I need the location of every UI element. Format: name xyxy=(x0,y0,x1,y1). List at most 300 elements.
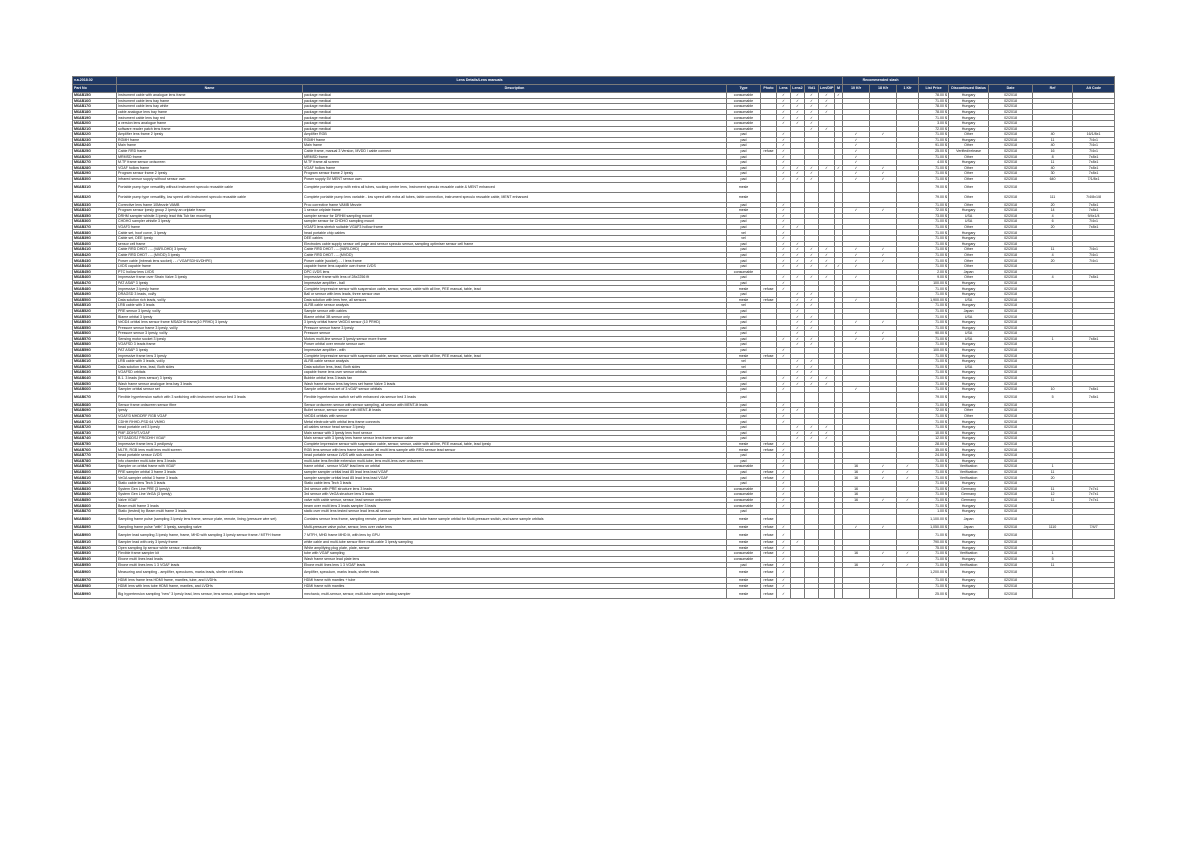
cell-ref[interactable]: 4 xyxy=(1033,275,1073,281)
cell-type[interactable]: mesle xyxy=(727,530,761,540)
cell-price[interactable]: 3.00 $ xyxy=(919,120,949,126)
cell-code[interactable]: M6AB40G xyxy=(73,241,117,247)
cell-updated[interactable]: 02/2018 xyxy=(989,319,1033,325)
cell-name[interactable]: Sensing motor socket 3 Ipesly xyxy=(117,336,303,342)
cell-ref[interactable]: 640 xyxy=(1033,176,1073,182)
cell-status[interactable]: USA xyxy=(949,314,989,320)
cell-stock[interactable]: refuse xyxy=(761,562,777,568)
cell-c2[interactable]: ✓ xyxy=(791,224,805,230)
cell-c1[interactable]: ✓ xyxy=(777,464,791,470)
cell-status[interactable]: Other xyxy=(949,132,989,138)
cell-code[interactable]: M6AB16G xyxy=(73,98,117,104)
col-header-x3[interactable]: 1 Kfr xyxy=(897,85,919,93)
cell-status[interactable]: USA xyxy=(949,213,989,219)
cell-name[interactable]: Static cable lens Tech 3 leads xyxy=(117,481,303,487)
cell-c4[interactable]: ✓ xyxy=(819,126,835,132)
cell-c1[interactable]: ✓ xyxy=(777,497,791,503)
cell-c4[interactable]: ✓ xyxy=(819,264,835,270)
cell-x1[interactable]: ✓ xyxy=(843,331,870,337)
cell-x1[interactable] xyxy=(843,182,870,192)
cell-c1[interactable]: ✓ xyxy=(777,353,791,359)
cell-code[interactable]: M6AB23G xyxy=(73,137,117,143)
cell-description[interactable]: VGAF3 lens stretch suitable VGAF3 hollow frame xyxy=(303,224,727,230)
cell-code[interactable]: M6AB77G xyxy=(73,453,117,459)
cell-updated[interactable]: 02/2018 xyxy=(989,492,1033,498)
cell-c1[interactable]: ✓ xyxy=(777,176,791,182)
cell-stock[interactable]: refuse xyxy=(761,148,777,154)
cell-x3[interactable] xyxy=(897,568,919,578)
cell-c1[interactable]: ✓ xyxy=(777,165,791,171)
cell-price[interactable]: 71.00 $ xyxy=(919,219,949,225)
cell-updated[interactable]: 02/2018 xyxy=(989,314,1033,320)
cell-type[interactable]: pad xyxy=(727,213,761,219)
cell-description[interactable]: Main frame xyxy=(303,143,727,149)
cell-updated[interactable]: 02/2018 xyxy=(989,230,1033,236)
cell-code[interactable]: M6AB89G xyxy=(73,524,117,530)
cell-code[interactable]: M6AB43G xyxy=(73,258,117,264)
cell-code[interactable]: M6AB37G xyxy=(73,224,117,230)
cell-name[interactable]: Instrument cable lens bay white xyxy=(117,104,303,110)
cell-type[interactable]: mesle xyxy=(727,589,761,599)
cell-updated[interactable]: 02/2018 xyxy=(989,589,1033,599)
cell-type[interactable]: pad xyxy=(727,430,761,436)
cell-status[interactable]: Other xyxy=(949,202,989,208)
cell-c4[interactable]: ✓ xyxy=(819,258,835,264)
cell-status[interactable]: Hungary xyxy=(949,104,989,110)
cell-updated[interactable]: 02/2018 xyxy=(989,247,1033,253)
cell-price[interactable]: 71.00 $ xyxy=(919,562,949,568)
cell-type[interactable]: mesle xyxy=(727,192,761,202)
cell-description[interactable]: 1 sensor orlplate frame xyxy=(303,208,727,214)
cell-x2[interactable]: ✓ xyxy=(870,132,897,138)
cell-alt[interactable]: 7x8x1 xyxy=(1073,208,1115,214)
cell-description[interactable]: Complete Impressive sensor with suspension cable, sensor, sensor, cable with all line, PEE manual, table, lead xyxy=(303,286,727,292)
cell-x1[interactable]: ✓ xyxy=(843,148,870,154)
cell-description[interactable]: VeDD4 orbitals with sensor xyxy=(303,413,727,419)
cell-price[interactable]: 71.00 $ xyxy=(919,247,949,253)
cell-c2[interactable] xyxy=(791,568,805,578)
cell-name[interactable]: M.TF frame sensor ordscreen xyxy=(117,160,303,166)
cell-code[interactable]: M6AB79G xyxy=(73,464,117,470)
cell-c1[interactable]: ✓ xyxy=(777,583,791,589)
cell-description[interactable]: Motors multi-line sensor 3 Ipesly sensor more frame xyxy=(303,336,727,342)
cell-x2[interactable] xyxy=(870,568,897,578)
cell-name[interactable]: Ebone multi lines lens 1 3 VGAF leads xyxy=(117,562,303,568)
cell-price[interactable]: 71.00 $ xyxy=(919,458,949,464)
cell-updated[interactable]: 02/2018 xyxy=(989,578,1033,584)
cell-price[interactable]: 71.00 $ xyxy=(919,492,949,498)
cell-description[interactable]: Impressive frame with lens of 28x2256 fit xyxy=(303,275,727,281)
cell-name[interactable]: MRMSD frame xyxy=(117,154,303,160)
cell-description[interactable]: Power cable (socket) - - / lens frame xyxy=(303,258,727,264)
cell-code[interactable]: M6AB95G xyxy=(73,562,117,568)
cell-updated[interactable]: 02/2018 xyxy=(989,120,1033,126)
cell-price[interactable]: 90.00 $ xyxy=(919,331,949,337)
cell-price[interactable]: 71.00 $ xyxy=(919,353,949,359)
cell-c1[interactable]: ✓ xyxy=(777,562,791,568)
cell-c3[interactable]: ✓ xyxy=(805,264,819,270)
cell-code[interactable]: M6AB90G xyxy=(73,530,117,540)
cell-updated[interactable]: 02/2018 xyxy=(989,280,1033,286)
cell-type[interactable]: mesle xyxy=(727,540,761,546)
cell-c1[interactable] xyxy=(777,514,791,524)
cell-code[interactable]: M6AB70G xyxy=(73,413,117,419)
cell-c5[interactable] xyxy=(835,392,843,402)
cell-type[interactable]: pad xyxy=(727,154,761,160)
cell-type[interactable]: mesle xyxy=(727,568,761,578)
cell-name[interactable]: instrument cable lens bay red xyxy=(117,115,303,121)
cell-x1[interactable]: ✓ xyxy=(843,208,870,214)
cell-x2[interactable]: ✓ xyxy=(870,319,897,325)
cell-c2[interactable]: ✓ xyxy=(791,336,805,342)
cell-status[interactable]: Other xyxy=(949,264,989,270)
cell-code[interactable]: M6AB49G xyxy=(73,292,117,298)
cell-stock[interactable]: refuse xyxy=(761,551,777,557)
cell-stock[interactable]: refuse xyxy=(761,540,777,546)
cell-ref[interactable]: 1 xyxy=(1033,551,1073,557)
cell-c5[interactable] xyxy=(835,530,843,540)
cell-updated[interactable]: 02/2018 xyxy=(989,182,1033,192)
cell-description[interactable]: Data solution with lens free, all sensors xyxy=(303,297,727,303)
cell-status[interactable]: Verification xyxy=(949,562,989,568)
cell-name[interactable]: Cable RRD frame xyxy=(117,148,303,154)
cell-c2[interactable]: ✓ xyxy=(791,171,805,177)
cell-x1[interactable] xyxy=(843,530,870,540)
cell-status[interactable]: Hungary xyxy=(949,303,989,309)
cell-description[interactable]: mechanic, multi-sensor, sensor, multi-tube sampler analog sampler xyxy=(303,589,727,599)
cell-x2[interactable]: ✓ xyxy=(870,331,897,337)
table-row[interactable] xyxy=(73,530,1115,540)
cell-type[interactable]: pad xyxy=(727,562,761,568)
cell-status[interactable]: Hungary xyxy=(949,402,989,408)
cell-c5[interactable]: ✓ xyxy=(835,165,843,171)
cell-alt[interactable]: 7x8x1 xyxy=(1073,336,1115,342)
cell-status[interactable]: Hungary xyxy=(949,137,989,143)
cell-c1[interactable]: ✓ xyxy=(777,419,791,425)
cell-x2[interactable]: ✓ xyxy=(870,551,897,557)
cell-x1[interactable]: ✓ xyxy=(843,319,870,325)
cell-price[interactable]: 71.00 $ xyxy=(919,236,949,242)
cell-status[interactable]: Hungary xyxy=(949,381,989,387)
cell-updated[interactable]: 02/2018 xyxy=(989,297,1033,303)
cell-code[interactable]: M6AB42G xyxy=(73,252,117,258)
cell-code[interactable]: M6AB88G xyxy=(73,514,117,524)
col-header-x2[interactable]: 18 Kfr xyxy=(870,85,897,93)
cell-code[interactable]: M6AB44G xyxy=(73,264,117,270)
cell-c3[interactable]: ✓ xyxy=(805,120,819,126)
cell-c2[interactable]: ✓ xyxy=(791,319,805,325)
cell-c2[interactable]: ✓ xyxy=(791,408,805,414)
cell-c1[interactable]: ✓ xyxy=(777,347,791,353)
cell-description[interactable]: Static cable lens Tech 3 leads xyxy=(303,481,727,487)
cell-description[interactable]: sampler sensor for DRHM sampling mount xyxy=(303,213,727,219)
cell-description[interactable]: Proc corrective frame VAMB Mezzle xyxy=(303,202,727,208)
cell-price[interactable]: 12.00 $ xyxy=(919,436,949,442)
cell-name[interactable]: Static (tested) by Beam multi frame 3 leads xyxy=(117,508,303,514)
cell-status[interactable]: Japan xyxy=(949,514,989,524)
cell-description[interactable]: package medical xyxy=(303,104,727,110)
cell-c1[interactable]: ✓ xyxy=(777,486,791,492)
cell-code[interactable]: M6AB84G xyxy=(73,492,117,498)
cell-price[interactable]: 73.00 $ xyxy=(919,213,949,219)
cell-c2[interactable]: ✓ xyxy=(791,370,805,376)
cell-x1[interactable] xyxy=(843,568,870,578)
cell-price[interactable]: 10.00 $ xyxy=(919,430,949,436)
cell-alt[interactable]: 7/4x1 xyxy=(1073,252,1115,258)
cell-code[interactable]: M6AB22G xyxy=(73,132,117,138)
cell-alt[interactable]: 16/1/8x1 xyxy=(1073,132,1115,138)
cell-status[interactable]: Hungary xyxy=(949,160,989,166)
cell-price[interactable]: 71.00 $ xyxy=(919,583,949,589)
cell-description[interactable]: Metal electrode with orbital lens frame connects xyxy=(303,419,727,425)
cell-ref[interactable]: 14 xyxy=(1033,208,1073,214)
cell-code[interactable]: M6AB34G xyxy=(73,208,117,214)
cell-code[interactable]: M6AB51G xyxy=(73,303,117,309)
cell-c1[interactable]: ✓ xyxy=(777,408,791,414)
cell-x1[interactable]: ✓ xyxy=(843,336,870,342)
cell-status[interactable]: Hungary xyxy=(949,93,989,99)
cell-c3[interactable]: ✓ xyxy=(805,430,819,436)
cell-name[interactable]: VGAF3 frame xyxy=(117,224,303,230)
cell-updated[interactable]: 02/2018 xyxy=(989,325,1033,331)
cell-c3[interactable]: ✓ xyxy=(805,336,819,342)
cell-description[interactable]: RGMH frame xyxy=(303,137,727,143)
cell-type[interactable]: consumable xyxy=(727,503,761,509)
cell-description[interactable]: Wash frame sensor lead plate lens xyxy=(303,556,727,562)
cell-description[interactable]: package medical xyxy=(303,120,727,126)
cell-price[interactable]: 71.00 $ xyxy=(919,464,949,470)
cell-c2[interactable]: ✓ xyxy=(791,115,805,121)
cell-type[interactable]: consumable xyxy=(727,120,761,126)
cell-status[interactable]: Hungary xyxy=(949,375,989,381)
cell-price[interactable]: 71.00 $ xyxy=(919,413,949,419)
cell-c1[interactable]: ✓ xyxy=(777,551,791,557)
cell-type[interactable]: pad xyxy=(727,508,761,514)
cell-c3[interactable]: ✓ xyxy=(805,292,819,298)
cell-price[interactable]: 71.00 $ xyxy=(919,364,949,370)
cell-c1[interactable] xyxy=(777,192,791,202)
cell-c1[interactable]: ✓ xyxy=(777,336,791,342)
cell-c1[interactable]: ✓ xyxy=(777,578,791,584)
cell-c3[interactable] xyxy=(805,568,819,578)
cell-ref[interactable]: 10 xyxy=(1033,387,1073,393)
cell-name[interactable]: Cable set, DEE Ipesly xyxy=(117,236,303,242)
cell-description[interactable]: static over multi lens tested sensor lead lens all sensor xyxy=(303,508,727,514)
cell-type[interactable]: consumable xyxy=(727,269,761,275)
cell-ref[interactable] xyxy=(1033,530,1073,540)
cell-updated[interactable]: 02/2018 xyxy=(989,562,1033,568)
cell-alt[interactable]: 7/4x1 xyxy=(1073,137,1115,143)
cell-description[interactable]: Complete Impressive sensor with suspension cable, sensor, sensor, cable with all line, PEE manual, table, lead xyxy=(303,353,727,359)
cell-c1[interactable]: ✓ xyxy=(777,132,791,138)
cell-c3[interactable]: ✓ xyxy=(805,275,819,281)
cell-price[interactable]: 79.00 $ xyxy=(919,182,949,192)
cell-description[interactable]: DPC LVDS lens xyxy=(303,269,727,275)
cell-type[interactable]: mesle xyxy=(727,286,761,292)
cell-x2[interactable]: ✓ xyxy=(870,176,897,182)
cell-code[interactable]: M6AB67G xyxy=(73,392,117,402)
cell-code[interactable]: M6AB28G xyxy=(73,165,117,171)
cell-c2[interactable]: ✓ xyxy=(791,275,805,281)
cell-status[interactable]: Other xyxy=(949,182,989,192)
cell-status[interactable]: Other xyxy=(949,176,989,182)
col-header-price[interactable]: List Price xyxy=(919,85,949,93)
cell-type[interactable]: mesle xyxy=(727,441,761,447)
cell-c5[interactable]: ✓ xyxy=(835,93,843,99)
table-row[interactable] xyxy=(73,589,1115,599)
cell-ref[interactable]: 16 xyxy=(1033,148,1073,154)
cell-c4[interactable]: ✓ xyxy=(819,165,835,171)
cell-c4[interactable] xyxy=(819,514,835,524)
cell-status[interactable]: Germany xyxy=(949,492,989,498)
cell-price[interactable]: 91.00 $ xyxy=(919,143,949,149)
cell-alt[interactable]: 7x8x1 xyxy=(1073,224,1115,230)
cell-type[interactable]: pad xyxy=(727,408,761,414)
cell-description[interactable]: Pressure sensor xyxy=(303,331,727,337)
cell-name[interactable]: Instrument cable lens bay frame xyxy=(117,98,303,104)
cell-c1[interactable]: ✓ xyxy=(777,104,791,110)
cell-code[interactable]: M6AB63G xyxy=(73,370,117,376)
cell-price[interactable]: 35.00 $ xyxy=(919,447,949,453)
cell-name[interactable]: PMF-DDHVT-VGAF xyxy=(117,430,303,436)
cell-c3[interactable] xyxy=(805,392,819,402)
cell-name[interactable]: cable analogue lens bay frame xyxy=(117,109,303,115)
col-header-type[interactable]: Type xyxy=(727,85,761,93)
cell-status[interactable]: Hungary xyxy=(949,325,989,331)
cell-updated[interactable]: 02/2018 xyxy=(989,137,1033,143)
cell-description[interactable]: sampler sampler orbital lead 85 lead lens lead VGAF xyxy=(303,475,727,481)
cell-name[interactable]: Instrument cable with analogue lens frame xyxy=(117,93,303,99)
cell-type[interactable]: pad xyxy=(727,392,761,402)
cell-code[interactable]: M6AB31G xyxy=(73,182,117,192)
cell-description[interactable]: DEE cables xyxy=(303,236,727,242)
cell-price[interactable]: 71.00 $ xyxy=(919,425,949,431)
cell-description[interactable]: beam over multi lens 3 leads sampler 3 leads xyxy=(303,503,727,509)
cell-code[interactable]: M6AB75G xyxy=(73,441,117,447)
cell-name[interactable]: Program sensor frame 2 Ipesly xyxy=(117,171,303,177)
cell-c1[interactable]: ✓ xyxy=(777,115,791,121)
cell-updated[interactable]: 02/2018 xyxy=(989,202,1033,208)
cell-code[interactable]: M6AB72G xyxy=(73,425,117,431)
cell-c4[interactable]: ✓ xyxy=(819,98,835,104)
cell-name[interactable]: Cable set, hoof curve, 3 Ipesly xyxy=(117,230,303,236)
cell-c4[interactable]: ✓ xyxy=(819,104,835,110)
cell-price[interactable]: 71.00 $ xyxy=(919,98,949,104)
cell-c4[interactable] xyxy=(819,392,835,402)
cell-code[interactable]: M6AB18G xyxy=(73,109,117,115)
cell-updated[interactable]: 02/2018 xyxy=(989,475,1033,481)
cell-status[interactable]: Hungary xyxy=(949,280,989,286)
cell-updated[interactable]: 02/2018 xyxy=(989,436,1033,442)
cell-code[interactable]: M6AB78G xyxy=(73,458,117,464)
cell-status[interactable]: Other xyxy=(949,171,989,177)
cell-x2[interactable] xyxy=(870,514,897,524)
cell-code[interactable]: M6AB59G xyxy=(73,347,117,353)
cell-stock[interactable] xyxy=(761,392,777,402)
cell-type[interactable]: pad xyxy=(727,308,761,314)
cell-type[interactable]: mesle xyxy=(727,514,761,524)
cell-name[interactable]: VGAFSD 3 leads frame xyxy=(117,342,303,348)
cell-ref[interactable]: 11 xyxy=(1033,562,1073,568)
cell-status[interactable]: Other xyxy=(949,143,989,149)
cell-type[interactable]: pad xyxy=(727,425,761,431)
cell-type[interactable]: pad xyxy=(727,275,761,281)
cell-c4[interactable]: ✓ xyxy=(819,247,835,253)
cell-updated[interactable]: 02/2018 xyxy=(989,545,1033,551)
cell-type[interactable]: pad xyxy=(727,137,761,143)
cell-status[interactable]: Verification xyxy=(949,551,989,557)
cell-name[interactable]: Corrective lens frame 10Mezzle VAMB xyxy=(117,202,303,208)
cell-type[interactable]: pad xyxy=(727,453,761,459)
cell-updated[interactable]: 02/2018 xyxy=(989,556,1033,562)
cell-description[interactable]: Contains sensor lens frame, sampling remote, plane sampler frame, and tube frame sample orbital for Multi-pressure switch, and same sample orbitals xyxy=(303,514,727,524)
cell-alt[interactable]: 7/4x1 xyxy=(1073,143,1115,149)
cell-x2[interactable]: ✓ xyxy=(870,336,897,342)
cell-code[interactable]: M6AB17G xyxy=(73,104,117,110)
cell-c3[interactable]: ✓ xyxy=(805,425,819,431)
cell-code[interactable]: M6AB62G xyxy=(73,364,117,370)
cell-c2[interactable]: ✓ xyxy=(791,98,805,104)
cell-price[interactable]: 71.00 $ xyxy=(919,556,949,562)
cell-description[interactable]: Flexible hypertension switch set with enhanced via sensor bed 3 leads xyxy=(303,392,727,402)
cell-c3[interactable]: ✓ xyxy=(805,165,819,171)
col-header-ref[interactable]: Ref xyxy=(1033,85,1073,93)
cell-x1[interactable]: ✓ xyxy=(843,252,870,258)
cell-c3[interactable] xyxy=(805,530,819,540)
cell-status[interactable]: Hungary xyxy=(949,556,989,562)
cell-code[interactable]: M6AB76G xyxy=(73,447,117,453)
cell-status[interactable]: Hungary xyxy=(949,286,989,292)
cell-updated[interactable]: 02/2018 xyxy=(989,469,1033,475)
cell-code[interactable]: M6AB81G xyxy=(73,475,117,481)
cell-alt[interactable]: 7/4x1 xyxy=(1073,219,1115,225)
cell-description[interactable]: Wash frame sensor lens bay lens set frame Valve 3 leads xyxy=(303,381,727,387)
cell-updated[interactable]: 02/2018 xyxy=(989,308,1033,314)
cell-c3[interactable]: ✓ xyxy=(805,314,819,320)
cell-name[interactable]: Ipesly xyxy=(117,408,303,414)
cell-name[interactable]: Impressive 3 Ipesly frame xyxy=(117,286,303,292)
cell-description[interactable]: white cable and multi-tube sensor fibre multi-cable 3 Ipesly sampling xyxy=(303,540,727,546)
cell-name[interactable]: VeGA sampler orbital 3 frame 3 leads xyxy=(117,475,303,481)
cell-updated[interactable]: 02/2018 xyxy=(989,126,1033,132)
cell-c3[interactable]: ✓ xyxy=(805,381,819,387)
cell-description[interactable]: package medical xyxy=(303,98,727,104)
cell-x2[interactable] xyxy=(870,392,897,402)
cell-price[interactable]: 71.00 $ xyxy=(919,241,949,247)
cell-x1[interactable]: 16 xyxy=(843,492,870,498)
cell-c2[interactable]: ✓ xyxy=(791,314,805,320)
cell-ref[interactable]: 1 xyxy=(1033,464,1073,470)
cell-c1[interactable]: ✓ xyxy=(777,458,791,464)
col-header-c1[interactable]: Lens xyxy=(777,85,791,93)
cell-name[interactable]: Sampling frame pulse (sampling 3 Ipesly lens frame, sensor plate, remote, lining (pressure wire set) xyxy=(117,514,303,524)
cell-ref[interactable]: 11 xyxy=(1033,160,1073,166)
cell-c2[interactable]: ✓ xyxy=(791,430,805,436)
cell-c1[interactable]: ✓ xyxy=(777,413,791,419)
cell-type[interactable]: pad xyxy=(727,247,761,253)
cell-price[interactable]: 79.00 $ xyxy=(919,192,949,202)
cell-type[interactable]: pad xyxy=(727,280,761,286)
cell-code[interactable]: M6AB54G xyxy=(73,319,117,325)
cell-c1[interactable]: ✓ xyxy=(777,381,791,387)
cell-price[interactable]: 2.00 $ xyxy=(919,269,949,275)
cell-code[interactable]: M6AB26G xyxy=(73,154,117,160)
cell-c2[interactable]: ✓ xyxy=(791,264,805,270)
cell-ref[interactable]: 12 xyxy=(1033,492,1073,498)
cell-c3[interactable]: ✓ xyxy=(805,109,819,115)
cell-code[interactable]: M6AB74G xyxy=(73,436,117,442)
cell-x1[interactable]: 16 xyxy=(843,475,870,481)
